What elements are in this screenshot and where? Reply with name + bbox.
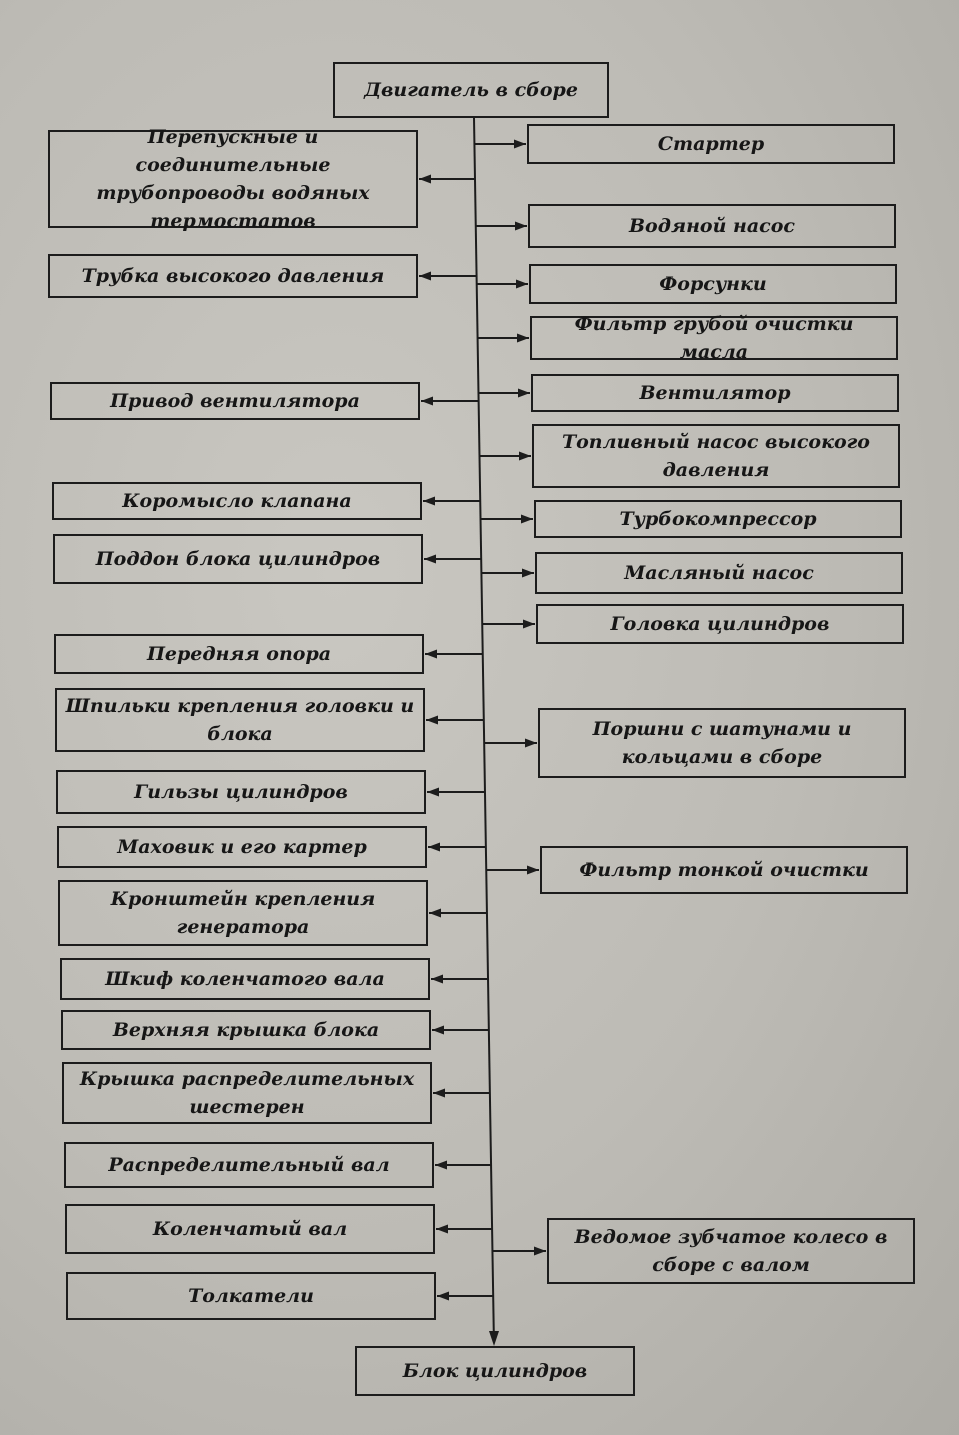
right-node-6 [532,424,900,488]
arrow-right-4-head [517,334,529,343]
arrow-right-9-head [523,620,535,629]
left-node-13 [62,1062,432,1124]
arrow-left-4-head [423,497,435,506]
arrow-left-3-head [421,397,433,406]
right-node-11 [540,846,908,894]
left-node-7 [55,688,425,752]
right-node-label: Ведомое зубчатое колесо в сборе с валом [574,1226,888,1276]
arrow-right-1-head [514,140,526,149]
left-node-9 [57,826,427,868]
left-node-6 [54,634,424,674]
left-node-label: Кронштейн крепления генератора [110,888,376,938]
right-node-label: Фильтр грубой очистки масла [574,313,854,363]
trunk-line [474,118,494,1332]
arrow-right-7-head [521,515,533,524]
arrow-left-10-head [429,909,441,918]
left-node-14 [64,1142,434,1188]
arrow-right-10-head [525,739,537,748]
left-node-label: Распределительный вал [108,1154,390,1176]
left-node-12 [61,1010,431,1050]
right-node-label: Головка цилиндров [610,613,830,635]
left-node-3 [50,382,420,420]
arrow-right-2-head [515,222,527,231]
right-node-label: Топливный насос высокого давления [562,431,870,481]
right-node-10 [538,708,906,778]
left-node-label: Верхняя крышка блока [112,1019,380,1041]
arrow-left-16-head [437,1292,449,1301]
right-node-label: Водяной насос [629,215,795,237]
arrow-right-5-head [518,389,530,398]
arrow-left-13-head [433,1089,445,1098]
arrow-left-6-head [425,650,437,659]
arrow-right-11-head [527,866,539,875]
arrow-left-5-head [424,555,436,564]
right-node-8 [535,552,903,594]
arrow-left-12-head [432,1026,444,1035]
right-node-2 [528,204,896,248]
left-node-label: Поддон блока цилиндров [95,548,381,570]
right-node-4 [530,313,898,363]
right-node-label: Форсунки [659,273,767,295]
arrow-left-9-head [428,843,440,852]
right-node-5 [531,374,899,412]
right-node-label: Поршни с шатунами и кольцами в сборе [592,718,852,768]
right-node-3 [529,264,897,304]
left-node-label: Шкиф коленчатого вала [105,968,385,990]
right-node-1 [527,124,895,164]
arrow-left-8-head [427,788,439,797]
left-node-10 [58,880,428,946]
arrow-left-14-head [435,1161,447,1170]
left-node-4 [52,482,422,520]
root-node [333,62,609,118]
left-node-1 [48,126,418,232]
arrow-left-1-head [419,175,431,184]
root-label: Двигатель в сборе [364,79,578,101]
arrow-left-2-head [419,272,431,281]
right-node-label: Турбокомпрессор [619,508,817,530]
arrow-left-11-head [431,975,443,984]
left-node-label: Коромысло клапана [122,490,352,512]
right-node-label: Вентилятор [639,382,791,404]
left-node-15 [65,1204,435,1254]
left-node-label: Передняя опора [146,643,332,665]
right-node-label: Масляный насос [624,562,814,584]
arrow-left-7-head [426,716,438,725]
left-node-label: Трубка высокого давления [81,265,385,287]
left-node-2 [48,254,418,298]
left-node-16 [66,1272,436,1320]
left-node-label: Крышка распределительных шестерен [79,1068,415,1118]
right-node-label: Фильтр тонкой очистки [579,859,869,881]
arrow-right-6-head [519,452,531,461]
arrow-right-3-head [516,280,528,289]
right-node-9 [536,604,904,644]
right-node-7 [534,500,902,538]
left-node-label: Гильзы цилиндров [134,781,348,803]
left-node-label: Привод вентилятора [110,390,360,412]
right-node-12 [547,1218,915,1284]
left-node-label: Маховик и его картер [117,836,367,858]
arrow-left-15-head [436,1225,448,1234]
left-node-11 [60,958,430,1000]
trunk-arrow-head [489,1331,499,1346]
left-node-label: Коленчатый вал [152,1218,348,1240]
base-label: Блок цилиндров [402,1360,588,1382]
base-node [355,1346,635,1396]
arrow-right-12-head [534,1247,546,1256]
left-node-label: Перепускные и соединительные трубопроводы водяных термостатов [96,126,370,232]
left-node-label: Шпильки крепления головки и блока [65,695,415,745]
right-node-label: Стартер [657,133,765,155]
left-node-label: Толкатели [188,1285,314,1307]
arrow-right-8-head [522,569,534,578]
left-node-5 [53,534,423,584]
left-node-8 [56,770,426,814]
